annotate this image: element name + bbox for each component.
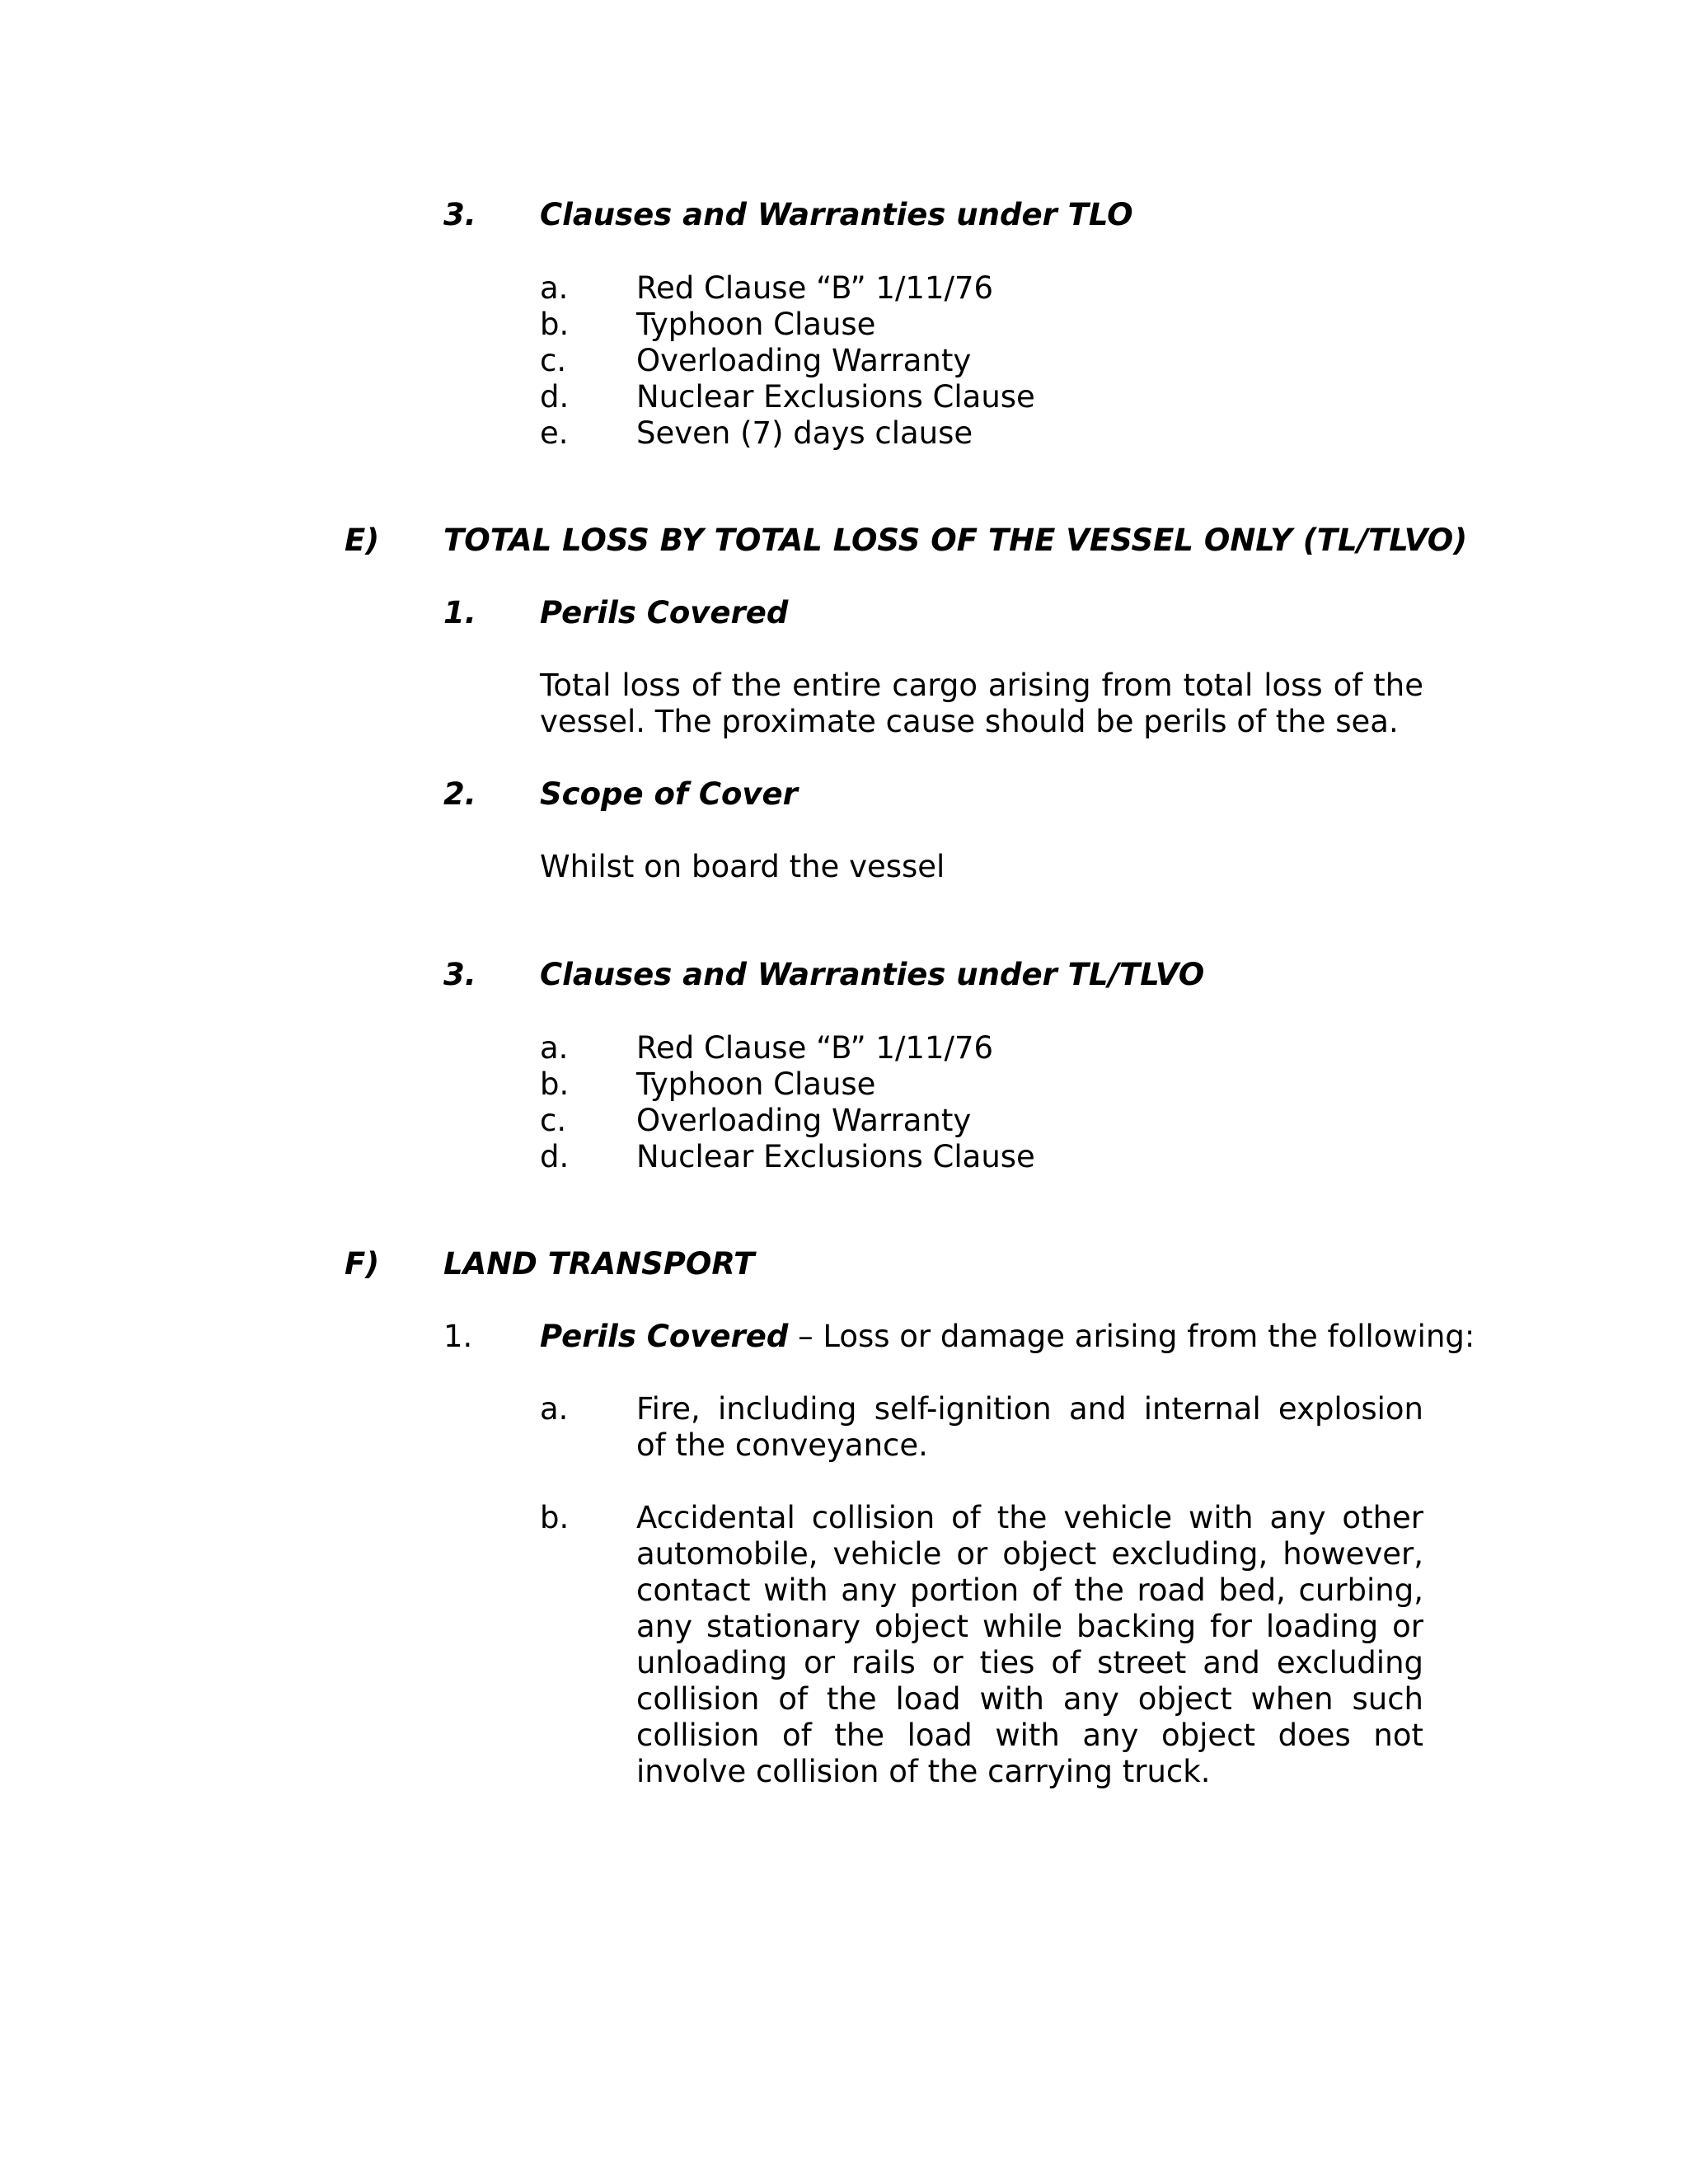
list-item: Typhoon Clause [636,307,876,342]
list-item: Red Clause “B” 1/11/76 [636,1030,994,1066]
list-letter: d. [540,1139,570,1174]
item-heading: Perils Covered [540,1319,789,1354]
list-letter: c. [540,343,567,378]
item-number: 2. [443,776,476,812]
list-item: Nuclear Exclusions Clause [636,1139,1035,1174]
section-label: E) [345,523,380,558]
list-letter: b. [540,1500,570,1535]
section-heading: LAND TRANSPORT [443,1246,755,1282]
list-item: Typhoon Clause [636,1066,876,1102]
list-letter: a. [540,270,569,306]
list-item: Nuclear Exclusions Clause [636,379,1035,415]
item-number: 3. [443,957,476,992]
list-letter: b. [540,307,570,342]
list-item: Accidental collision of the vehicle with any other automobile, vehicle or object excluding, however, contact with any portion of the road bed, curbing, any stationary object while backing for loading or unloading or rails or ties of street and excluding collision of the load with any object when such collision of the load with any object does not involve collision of the carrying truck. [636,1500,1423,1789]
list-letter: b. [540,1066,570,1102]
list-item: Red Clause “B” 1/11/76 [636,270,994,306]
paragraph: Whilst on board the vessel [540,849,945,884]
item-number: 1. [443,1319,473,1354]
section-label: F) [345,1246,380,1282]
item-heading: Clauses and Warranties under TL/TLVO [540,957,1205,992]
item-number: 3. [443,197,476,232]
section-heading: TOTAL LOSS BY TOTAL LOSS OF THE VESSEL ONLY (TL/TLVO) [443,523,1468,558]
list-letter: c. [540,1103,567,1138]
paragraph: Total loss of the entire cargo arising from total loss of the vessel. The proximate cause should be perils of the sea. [540,668,1423,739]
item-heading-line [540,1319,1475,1355]
list-item: Seven (7) days clause [636,415,973,451]
item-heading: Clauses and Warranties under TLO [540,197,1133,232]
list-letter: a. [540,1391,569,1427]
list-item: Fire, including self-ignition and internal explosion of the conveyance. [636,1391,1423,1463]
list-letter: d. [540,379,570,415]
list-item: Overloading Warranty [636,343,972,378]
list-letter: a. [540,1030,569,1066]
item-number: 1. [443,595,476,630]
list-item: Overloading Warranty [636,1103,972,1138]
list-letter: e. [540,415,569,451]
item-intro: – Loss or damage arising from the following: [788,1319,1475,1354]
item-heading: Scope of Cover [540,776,798,812]
item-heading: Perils Covered [540,595,789,630]
